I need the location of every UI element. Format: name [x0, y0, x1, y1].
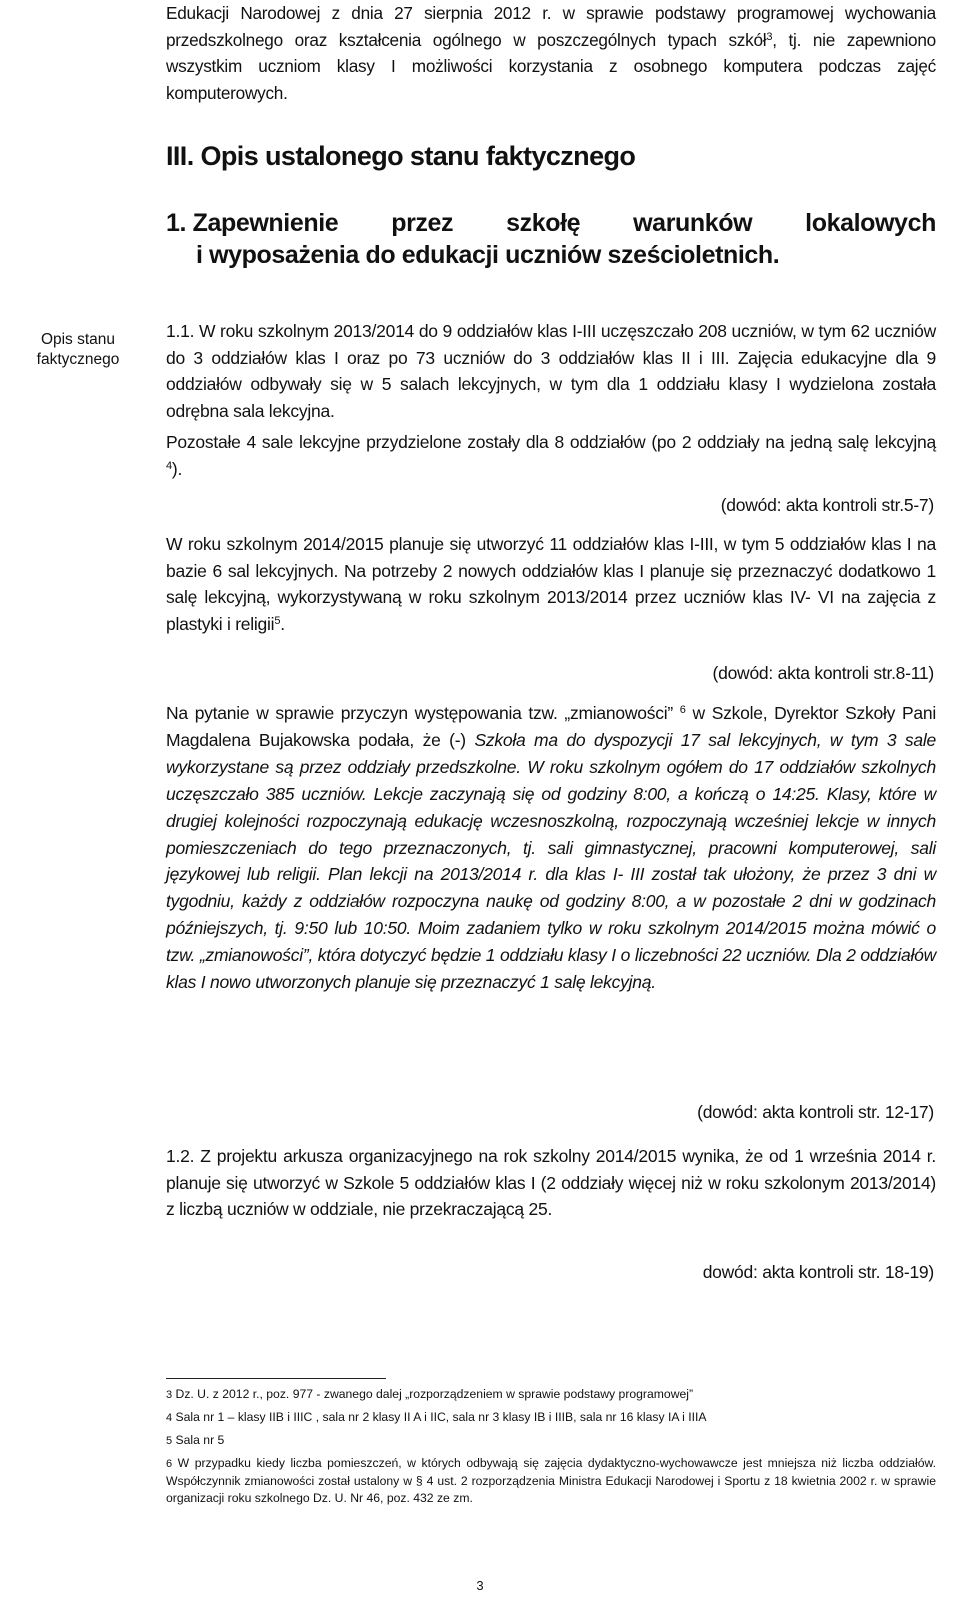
paragraph-plan-end: .	[280, 613, 285, 634]
footnote-mark: 4	[166, 1412, 173, 1424]
subsection-number: 1.	[166, 209, 187, 237]
subsection-heading-line2: i wyposażenia do edukacji uczniów sześcioletnich.	[196, 241, 780, 269]
intro-paragraph	[166, 0, 936, 106]
footnote-3	[166, 1386, 936, 1404]
subsection-number-and-word	[166, 207, 338, 239]
evidence-reference: dowód: akta kontroli str. 18-19)	[702, 1262, 934, 1282]
margin-note-line1: Opis stanu	[40, 331, 116, 348]
intro-text: Edukacji Narodowej z dnia 27 sierpnia 2012 r. w sprawie podstawy programowej wychowania przedszkolnego oraz kształcenia ogólnego w poszczególnych typach szkół	[166, 3, 936, 50]
subsection-word: szkołę	[506, 209, 581, 237]
footnote-ref-3[interactable]: 3	[766, 30, 773, 43]
subsection-heading	[166, 207, 936, 271]
subsection-word: Zapewnienie	[192, 209, 339, 237]
subsection-word: warunków	[633, 209, 753, 237]
footnote-mark: 5	[166, 1435, 173, 1447]
subsection-word: przez	[391, 209, 454, 237]
footnote-text: Sala nr 1 – klasy IIB i IIIC , sala nr 2 klasy II A i IIC, sala nr 3 klasy IB i IIIB, sala nr 16 klasy IA i IIIA	[172, 1410, 707, 1424]
paragraph-plan	[166, 531, 936, 637]
footnotes	[166, 1386, 936, 1512]
paragraph-shift-mid: w Szkole, Dyrektor Szkoły Pani Magdalena Bujakowska podała, że (-)	[166, 703, 936, 750]
intro-text-cont: , tj. nie zapewniono wszystkim uczniom klasy I możliwości korzystania z osobnego komputera podczas zajęć komputerowych.	[166, 29, 936, 103]
footnote-ref-6[interactable]: 6	[679, 704, 686, 716]
margin-note	[18, 330, 138, 370]
paragraph-1-1: 1.1. W roku szkolnym 2013/2014 do 9 oddziałów klas I-III uczęszczało 208 uczniów, w tym 62 uczniów do 3 oddziałów klas I oraz po 73 uczniów do 3 oddziałów klas II i III. Zajęcia edukacyjne dla 9 oddziałów odbywały się w 5 salach lekcyjnych, w tym dla 1 oddziału klasy I wydzielona została odrębna sala lekcyjna.	[166, 321, 936, 421]
footnote-mark: 6	[166, 1458, 173, 1470]
subsection-word: lokalowych	[805, 209, 936, 237]
paragraph-shift	[166, 700, 936, 996]
paragraph-rooms	[166, 429, 936, 482]
evidence-reference: (dowód: akta kontroli str.5-7)	[720, 495, 934, 515]
page-number: 3	[476, 1578, 484, 1593]
section-heading: III. Opis ustalonego stanu faktycznego	[166, 141, 636, 171]
subsection-heading-line1	[166, 207, 936, 239]
director-quote: Szkoła ma do dyspozycji 17 sal lekcyjnych, w tym 3 sale wykorzystane są przez oddziały przedszkolne. W roku szkolnym ogółem do 17 oddziałów szkolnych uczęszczało 385 uczniów. Lekcje zaczynają się od godziny 8:00, a kończą o 14:25. Klasy, które w drugiej kolejności rozpoczynają edukację wczesnoszkolną, rozpoczynają wcześniej lekcje w innych pomieszczeniach do tego przeznaczonych, tj. sali gimnastycznej, pracowni komputerowej, sali językowej lub religii. Plan lekcji na 2013/2014 r. dla klas I- III został tak ułożony, że przez 3 dni w tygodniu, każdy z oddziałów rozpoczyna naukę od godziny 8:00, a w pozostałe 2 dni w godzinach późniejszych, tj. 9:50 lub 10:50. Moim zadaniem tylko w roku szkolnym 2014/2015 można mówić o tzw. „zmianowości”, która dotyczyć będzie 1 oddziału klasy I o liczebności 22 uczniów. Dla 2 oddziałów klas I nowo utworzonych planuje się przeznaczyć 1 salę lekcyjną.	[166, 729, 936, 993]
paragraph-rooms-end: ).	[171, 458, 183, 479]
evidence-reference: (dowód: akta kontroli str.8-11)	[712, 663, 934, 683]
paragraph-shift-text: Na pytanie w sprawie przyczyn występowania tzw. „zmianowości”	[166, 703, 680, 723]
paragraph-rooms-text: Pozostałe 4 sale lekcyjne przydzielone zostały dla 8 oddziałów (po 2 oddziały na jedną salę lekcyjną	[166, 432, 936, 452]
footnote-text: Dz. U. z 2012 r., poz. 977 - zwanego dalej „rozporządzeniem w sprawie podstawy programowej”	[172, 1387, 694, 1401]
footnote-text: Sala nr 5	[172, 1433, 225, 1447]
footnote-6	[166, 1455, 936, 1507]
footnote-ref-4[interactable]: 4	[166, 459, 172, 472]
paragraph-plan-text: W roku szkolnym 2014/2015 planuje się utworzyć 11 oddziałów klas I-III, w tym 5 oddziałów klas I na bazie 6 sal lekcyjnych. Na potrzeby 2 nowych oddziałów klas I planuje się przeznaczyć dodatkowo 1 salę lekcyjną, wykorzystywaną w roku szkolnym 2013/2014 przez uczniów klas IV- VI na zajęcia z plastyki i religii	[166, 534, 936, 634]
footnote-ref-5[interactable]: 5	[274, 614, 281, 627]
footnote-mark: 3	[166, 1389, 173, 1401]
footnote-4	[166, 1409, 936, 1427]
evidence-reference: (dowód: akta kontroli str. 12-17)	[697, 1102, 934, 1122]
paragraph-1-2: 1.2. Z projektu arkusza organizacyjnego na rok szkolny 2014/2015 wynika, że od 1 września 2014 r. planuje się utworzyć w Szkole 5 oddziałów klas I (2 oddziały więcej niż w roku szkolonym 2013/2014) z liczbą uczniów w oddziale, nie przekraczającą 25.	[166, 1146, 936, 1219]
footnote-separator	[166, 1378, 386, 1379]
footnote-text: W przypadku kiedy liczba pomieszczeń, w których odbywają się zajęcia dydaktyczno-wychowawcze jest mniejsza niż liczba oddziałów. Współczynnik zmianowości został ustalony w § 4 ust. 2 rozporządzenia Ministra Edukacji Narodowej i Sportu z 18 kwietnia 2002 r. w sprawie organizacji roku szkolnego Dz. U. Nr 46, poz. 432 ze zm.	[166, 1456, 936, 1505]
margin-note-line2: faktycznego	[36, 351, 120, 368]
footnote-5	[166, 1432, 936, 1450]
